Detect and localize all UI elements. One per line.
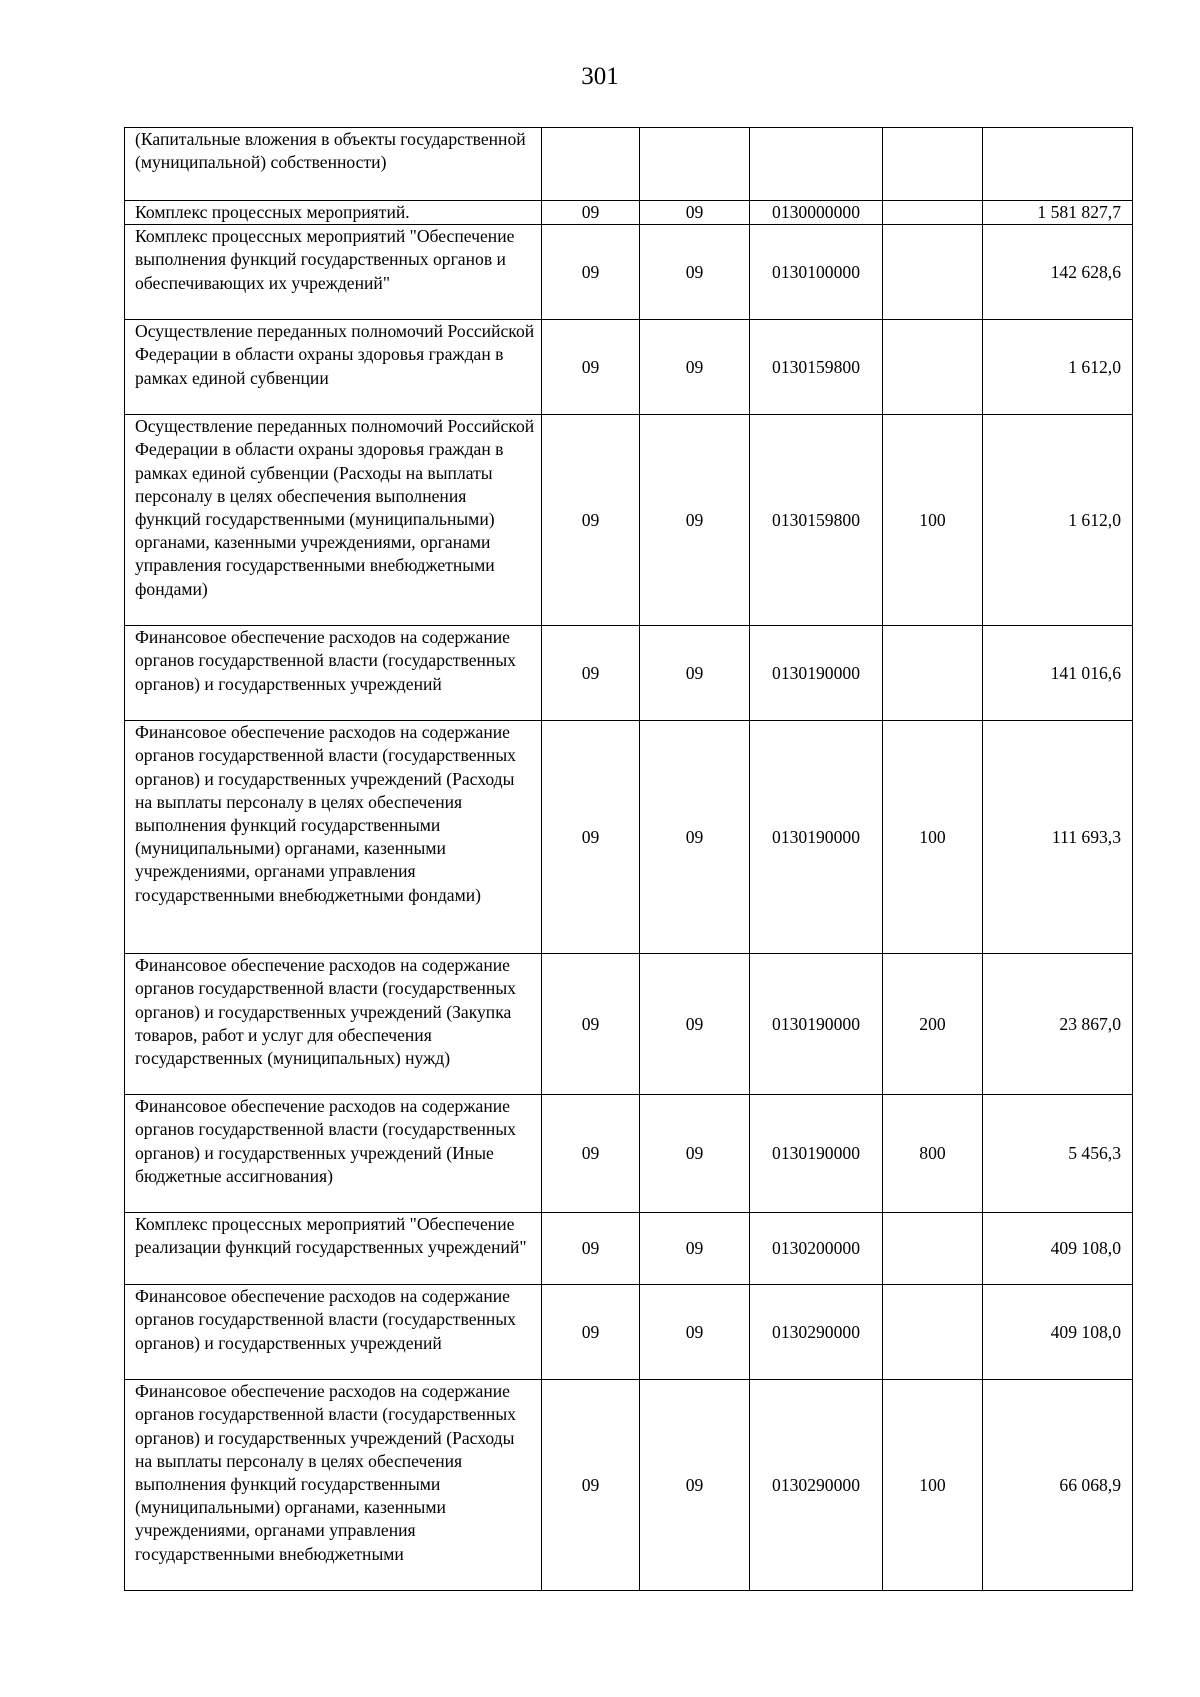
page-number: 301	[581, 63, 619, 90]
amount-cell: 5 456,3	[983, 1095, 1133, 1213]
target-article-code: 0130190000	[750, 721, 883, 954]
section-code: 09	[542, 320, 640, 415]
section-code	[542, 128, 640, 201]
amount-cell	[983, 128, 1133, 201]
row-description: Осуществление переданных полномочий Российской Федерации в области охраны здоровья граждан в рамках единой субвенции (Расходы на выплаты персоналу в целях обеспечения выполнения функций государственными (муниципальными) органами, казенными учреждениями, органами управления государственными внебюджетными фондами)	[125, 415, 542, 626]
table-row	[125, 1285, 1133, 1380]
target-article-code: 0130159800	[750, 415, 883, 626]
section-code: 09	[542, 1095, 640, 1213]
section-code: 09	[542, 721, 640, 954]
table-row	[125, 1213, 1133, 1285]
target-article-code: 0130200000	[750, 1213, 883, 1285]
target-article-code: 0130190000	[750, 626, 883, 721]
row-description: Финансовое обеспечение расходов на содержание органов государственной власти (государственных органов) и государственных учреждений (Расходы на выплаты персоналу в целях обеспечения выполнения функций государственными (муниципальными) органами, казенными учреждениями, органами управления государственными внебюджетными	[125, 1380, 542, 1591]
target-article-code: 0130159800	[750, 320, 883, 415]
table-row	[125, 415, 1133, 626]
expense-type-code: 800	[883, 1095, 983, 1213]
table-row	[125, 225, 1133, 320]
amount-cell: 141 016,6	[983, 626, 1133, 721]
budget-table	[124, 127, 1133, 1591]
expense-type-code: 100	[883, 415, 983, 626]
section-code: 09	[542, 1285, 640, 1380]
row-description: Финансовое обеспечение расходов на содержание органов государственной власти (государственных органов) и государственных учреждений (Иные бюджетные ассигнования)	[125, 1095, 542, 1213]
expense-type-code	[883, 1213, 983, 1285]
section-code: 09	[542, 225, 640, 320]
subsection-code: 09	[640, 201, 750, 225]
row-description: Комплекс процессных мероприятий.	[125, 201, 542, 225]
row-description: (Капитальные вложения в объекты государственной (муниципальной) собственности)	[125, 128, 542, 201]
subsection-code: 09	[640, 320, 750, 415]
subsection-code: 09	[640, 626, 750, 721]
subsection-code: 09	[640, 1380, 750, 1591]
subsection-code: 09	[640, 1213, 750, 1285]
row-description: Осуществление переданных полномочий Российской Федерации в области охраны здоровья граждан в рамках единой субвенции	[125, 320, 542, 415]
expense-type-code: 100	[883, 721, 983, 954]
target-article-code: 0130100000	[750, 225, 883, 320]
section-code: 09	[542, 415, 640, 626]
expense-type-code: 100	[883, 1380, 983, 1591]
target-article-code	[750, 128, 883, 201]
table-row	[125, 128, 1133, 201]
target-article-code: 0130290000	[750, 1285, 883, 1380]
amount-cell: 409 108,0	[983, 1285, 1133, 1380]
amount-cell: 142 628,6	[983, 225, 1133, 320]
subsection-code: 09	[640, 721, 750, 954]
amount-cell: 1 612,0	[983, 415, 1133, 626]
row-description: Комплекс процессных мероприятий "Обеспечение реализации функций государственных учреждений"	[125, 1213, 542, 1285]
table-row	[125, 1095, 1133, 1213]
expense-type-code: 200	[883, 954, 983, 1095]
subsection-code: 09	[640, 1095, 750, 1213]
target-article-code: 0130290000	[750, 1380, 883, 1591]
subsection-code: 09	[640, 415, 750, 626]
amount-cell: 23 867,0	[983, 954, 1133, 1095]
target-article-code: 0130190000	[750, 954, 883, 1095]
amount-cell: 409 108,0	[983, 1213, 1133, 1285]
expense-type-code	[883, 626, 983, 721]
subsection-code: 09	[640, 954, 750, 1095]
subsection-code	[640, 128, 750, 201]
row-description: Финансовое обеспечение расходов на содержание органов государственной власти (государственных органов) и государственных учреждений	[125, 626, 542, 721]
row-description: Финансовое обеспечение расходов на содержание органов государственной власти (государственных органов) и государственных учреждений	[125, 1285, 542, 1380]
subsection-code: 09	[640, 225, 750, 320]
expense-type-code	[883, 128, 983, 201]
amount-cell: 1 581 827,7	[983, 201, 1133, 225]
table-row	[125, 954, 1133, 1095]
row-description: Финансовое обеспечение расходов на содержание органов государственной власти (государственных органов) и государственных учреждений (Закупка товаров, работ и услуг для обеспечения государственных (муниципальных) нужд)	[125, 954, 542, 1095]
target-article-code: 0130000000	[750, 201, 883, 225]
expense-type-code	[883, 201, 983, 225]
expense-type-code	[883, 320, 983, 415]
subsection-code: 09	[640, 1285, 750, 1380]
target-article-code: 0130190000	[750, 1095, 883, 1213]
section-code: 09	[542, 201, 640, 225]
table-row	[125, 320, 1133, 415]
table-row	[125, 626, 1133, 721]
expense-type-code	[883, 1285, 983, 1380]
amount-cell: 1 612,0	[983, 320, 1133, 415]
section-code: 09	[542, 626, 640, 721]
section-code: 09	[542, 1380, 640, 1591]
section-code: 09	[542, 1213, 640, 1285]
row-description: Комплекс процессных мероприятий "Обеспечение выполнения функций государственных органов и обеспечивающих их учреждений"	[125, 225, 542, 320]
table-row	[125, 721, 1133, 954]
amount-cell: 66 068,9	[983, 1380, 1133, 1591]
expense-type-code	[883, 225, 983, 320]
table-row	[125, 201, 1133, 225]
table-row	[125, 1380, 1133, 1591]
amount-cell: 111 693,3	[983, 721, 1133, 954]
row-description: Финансовое обеспечение расходов на содержание органов государственной власти (государственных органов) и государственных учреждений (Расходы на выплаты персоналу в целях обеспечения выполнения функций государственными (муниципальными) органами, казенными учреждениями, органами управления государственными внебюджетными фондами)	[125, 721, 542, 954]
section-code: 09	[542, 954, 640, 1095]
